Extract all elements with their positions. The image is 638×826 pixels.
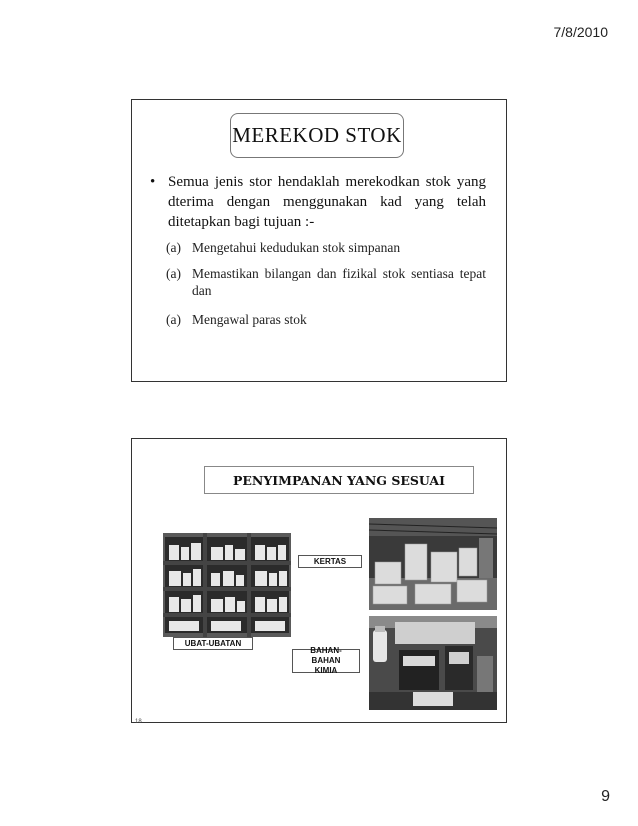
slide-merekod-stok	[131, 99, 507, 382]
label-bahan-kimia: BAHAN-BAHAN KIMIA	[292, 649, 360, 673]
chemicals-photo	[369, 616, 497, 710]
print-date: 7/8/2010	[553, 24, 608, 40]
bullet-text: Semua jenis stor hendaklah merekodkan stok yang dterima dengan menggunakan kad yang telah ditetapkan bagi tujuan :-	[168, 174, 486, 230]
bullet-point	[150, 172, 486, 232]
list-item	[166, 239, 486, 256]
paper-stock-photo	[369, 518, 497, 610]
list-item	[166, 265, 486, 299]
paper-stock-image	[369, 518, 497, 610]
list-item-label: (a)	[166, 312, 181, 327]
page-number: 9	[601, 788, 610, 805]
list-item-text: Mengawal paras stok	[192, 312, 307, 327]
list-item-label: (a)	[166, 240, 181, 255]
list-item	[166, 311, 486, 328]
medicine-shelf-photo	[163, 533, 291, 637]
list-item-text: Memastikan bilangan dan fizikal stok sentiasa tepat dan	[192, 266, 486, 298]
slide-title: PENYIMPANAN YANG SESUAI	[204, 466, 474, 494]
slide-penyimpanan	[131, 438, 507, 723]
list-item-label: (a)	[166, 266, 181, 281]
chemicals-image	[369, 616, 497, 710]
slide-title: MEREKOD STOK	[230, 113, 404, 158]
list-item-text: Mengetahui kedudukan stok simpanan	[192, 240, 401, 255]
bullet-dot-icon: •	[150, 174, 156, 190]
slide-number: 18	[135, 719, 142, 725]
medicine-shelf-image	[163, 533, 291, 637]
label-kertas: KERTAS	[298, 555, 362, 568]
label-ubat-ubatan: UBAT-UBATAN	[173, 637, 253, 650]
